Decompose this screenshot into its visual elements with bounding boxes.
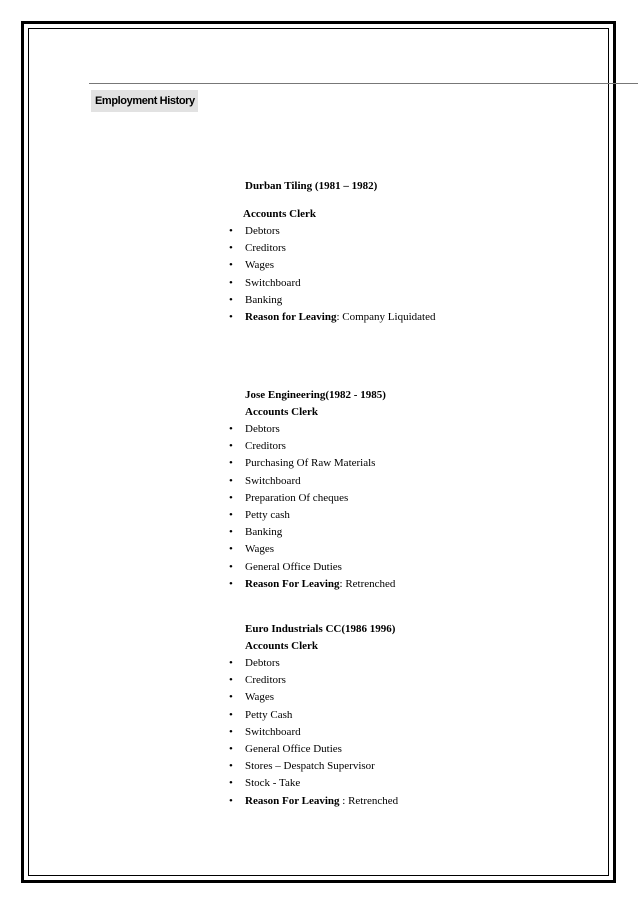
job-entry-1 — [229, 178, 435, 326]
bullet-icon: • — [229, 560, 233, 573]
duty-item: • Switchboard — [229, 275, 435, 292]
bullet-icon: • — [229, 794, 233, 807]
horizontal-rule — [89, 83, 638, 84]
duty-item: • Wages — [229, 257, 435, 274]
bullet-icon: • — [229, 509, 233, 522]
bullet-icon: • — [229, 760, 233, 773]
duty-item: • Creditors — [229, 438, 395, 455]
bullet-icon: • — [229, 457, 233, 470]
duty-item: • Wages — [229, 689, 398, 706]
duty-item: • Banking — [229, 292, 435, 309]
job-position: Accounts Clerk — [245, 640, 319, 652]
bullet-icon: • — [229, 259, 233, 272]
duty-item: • Creditors — [229, 240, 435, 257]
job-employer: Jose Engineering(1982 - 1985) — [245, 389, 386, 401]
bullet-icon: • — [229, 491, 233, 504]
bullet-icon: • — [229, 577, 233, 590]
duty-item: • General Office Duties — [229, 559, 395, 576]
bullet-icon: • — [229, 657, 233, 669]
reason-for-leaving: • Reason for Leaving: Company Liquidated — [229, 309, 435, 326]
bullet-icon: • — [229, 311, 233, 324]
duty-item: • Debtors — [229, 223, 435, 240]
bullet-icon: • — [229, 526, 233, 539]
duty-list — [229, 223, 435, 326]
duty-item: • Petty Cash — [229, 707, 398, 724]
duty-item: • Stock - Take — [229, 775, 398, 792]
duty-item: • Stores – Despatch Supervisor — [229, 758, 398, 775]
job-position: Accounts Clerk — [243, 208, 317, 220]
bullet-icon: • — [229, 691, 233, 704]
duty-list — [229, 421, 395, 593]
bullet-icon: • — [229, 777, 233, 790]
bullet-icon: • — [229, 276, 233, 289]
bullet-icon: • — [229, 674, 233, 687]
reason-for-leaving: • Reason For Leaving : Retrenched — [229, 793, 398, 810]
job-employer: Euro Industrials CC(1986 1996) — [245, 623, 396, 635]
duty-item: • Debtors — [229, 655, 398, 672]
bullet-icon: • — [229, 743, 233, 756]
job-employer: Durban Tiling (1981 – 1982) — [245, 180, 378, 192]
bullet-icon: • — [229, 225, 233, 237]
duty-item: • Debtors — [229, 421, 395, 438]
duty-item: • Purchasing Of Raw Materials — [229, 455, 395, 472]
job-entry-3 — [229, 621, 398, 810]
duty-item: • Preparation Of cheques — [229, 490, 395, 507]
bullet-icon: • — [229, 440, 233, 453]
bullet-icon: • — [229, 708, 233, 721]
bullet-icon: • — [229, 543, 233, 556]
bullet-icon: • — [229, 725, 233, 738]
duty-list — [229, 655, 398, 810]
bullet-icon: • — [229, 474, 233, 487]
duty-item: • Creditors — [229, 672, 398, 689]
duty-item: • General Office Duties — [229, 741, 398, 758]
duty-item: • Petty cash — [229, 507, 395, 524]
job-position: Accounts Clerk — [245, 406, 319, 418]
duty-item: • Switchboard — [229, 473, 395, 490]
job-entry-2 — [229, 387, 395, 593]
bullet-icon: • — [229, 423, 233, 435]
duty-item: • Banking — [229, 524, 395, 541]
section-heading-employment-history: Employment History — [91, 90, 198, 112]
reason-for-leaving: • Reason For Leaving: Retrenched — [229, 576, 395, 593]
bullet-icon: • — [229, 242, 233, 255]
duty-item: • Switchboard — [229, 724, 398, 741]
bullet-icon: • — [229, 293, 233, 306]
duty-item: • Wages — [229, 541, 395, 558]
